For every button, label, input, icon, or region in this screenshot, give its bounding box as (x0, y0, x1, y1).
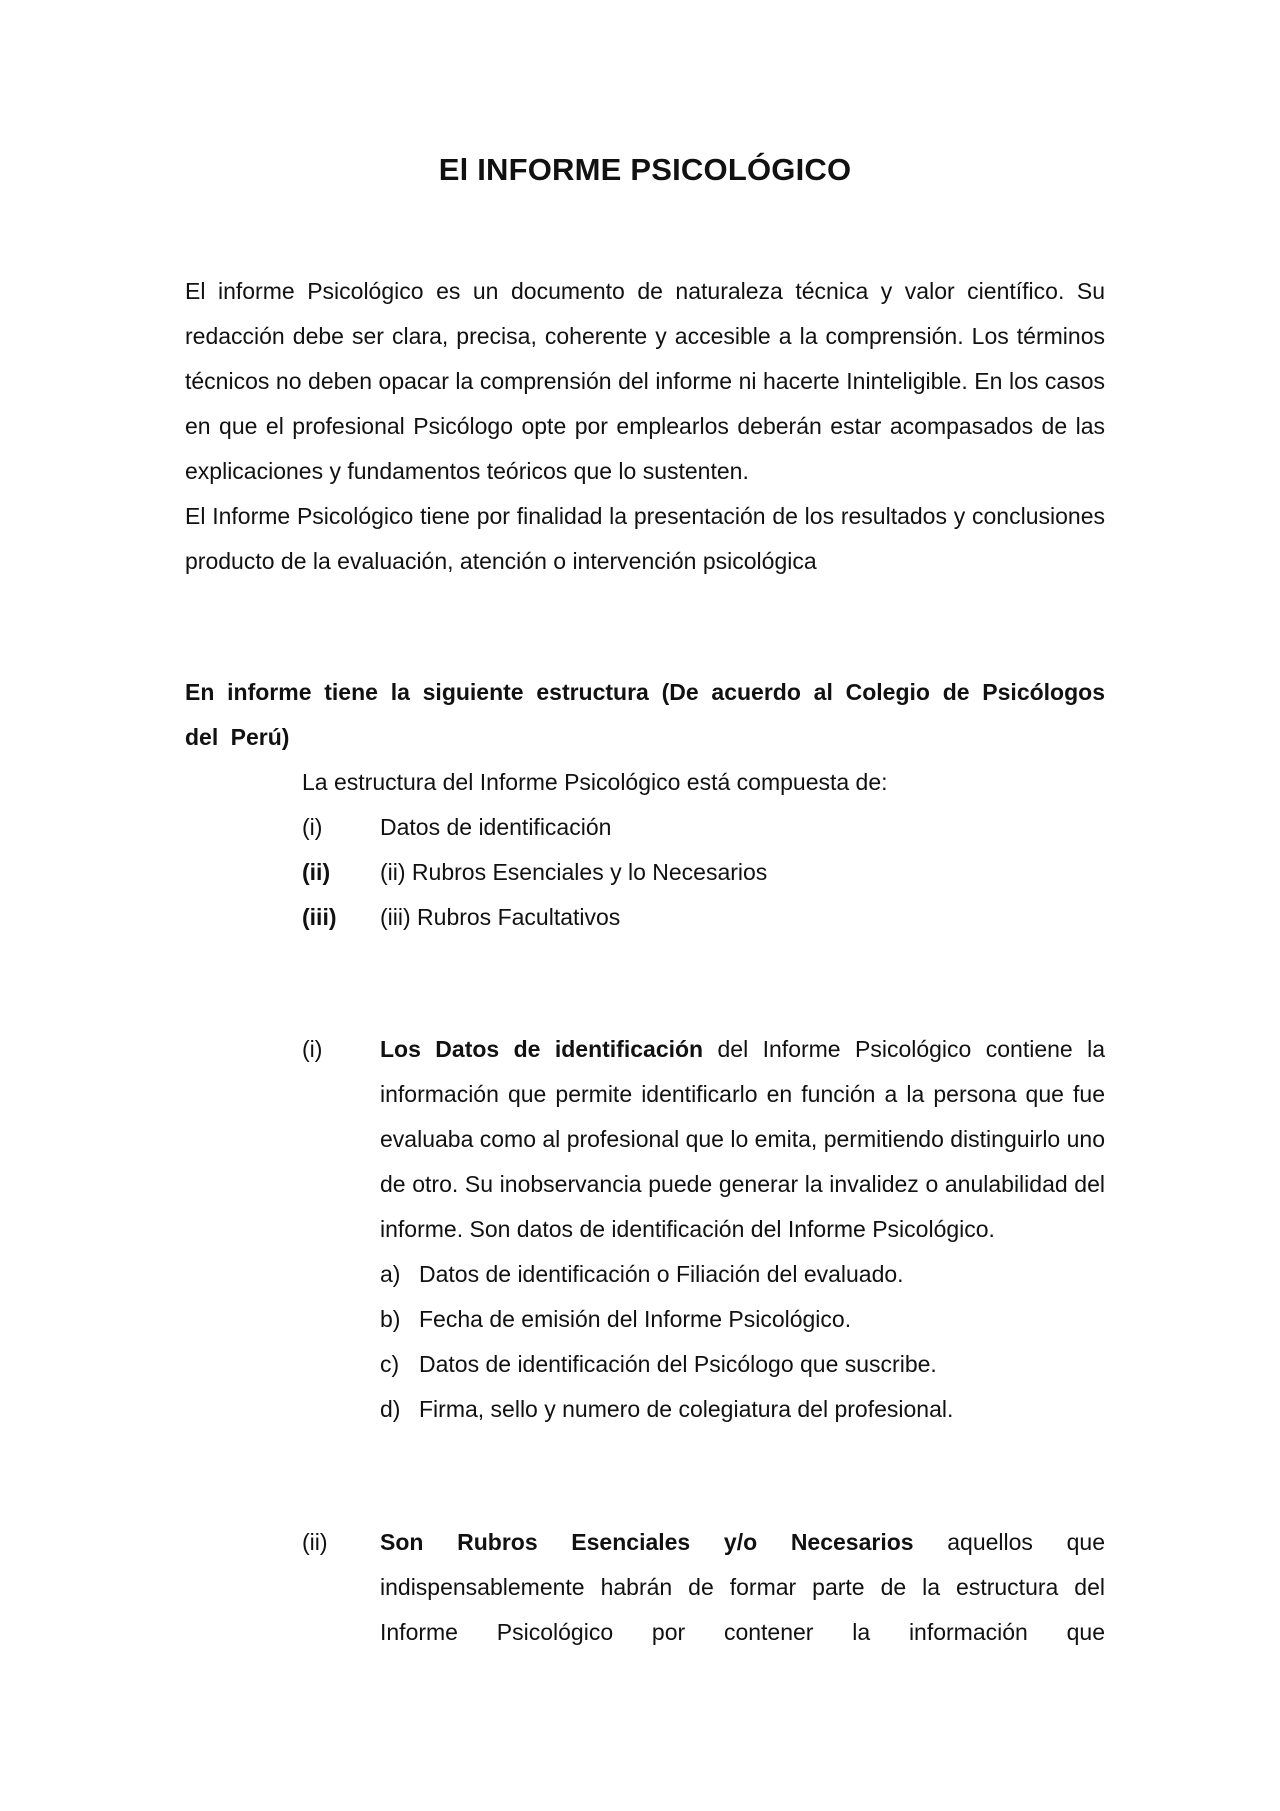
list-item (380, 1297, 1105, 1342)
list-item-text: Datos de identificación del Psicólogo que suscribe. (419, 1351, 937, 1377)
list-item-letter: c) (380, 1351, 400, 1377)
composition-item (302, 850, 1105, 895)
section-text: del Informe Psicológico contiene la información que permite identificarlo en función a la persona que fue evaluaba como al profesional que lo emita, permitiendo distinguirlo uno de otro. Su inobservancia puede generar la invalidez o anulabilidad del informe. Son datos de identificación del Informe Psicológico. (380, 1036, 1106, 1242)
intro-paragraph-2: El Informe Psicológico tiene por finalidad la presentación de los resultados y conclusiones producto de la evaluación, atención o intervención psicológica (185, 503, 1105, 574)
section-bold-lead: Son Rubros Esenciales y/o Necesarios (380, 1529, 914, 1555)
composition-list (302, 760, 1105, 940)
section-bold-lead: Los Datos de identificación (380, 1036, 704, 1062)
intro-paragraph-1: El informe Psicológico es un documento de naturaleza técnica y valor científico. Su redacción debe ser clara, precisa, coherente y accesible a la comprensión. Los términos técnicos no deben opacar la comprensión del informe ni hacerte Ininteligible. En los casos en que el profesional Psicólogo opte por emplearlos deberán estar acompasados de las explicaciones y fundamentos teóricos que lo sustenten. (185, 278, 1105, 484)
composition-item-text: (ii) Rubros Esenciales y lo Necesarios (380, 859, 768, 885)
composition-item (302, 895, 1105, 940)
section-body (380, 1027, 1105, 1432)
identification-data-list (380, 1252, 1105, 1432)
section-paragraph (380, 1520, 1105, 1655)
list-item-text: Datos de identificación o Filiación del evaluado. (419, 1261, 904, 1287)
list-item-letter: b) (380, 1306, 401, 1332)
section-identification-data (302, 1027, 1105, 1432)
composition-item-text: (iii) Rubros Facultativos (380, 904, 621, 930)
composition-item (302, 805, 1105, 850)
composition-intro: La estructura del Informe Psicológico está compuesta de: (302, 769, 888, 795)
list-item (380, 1387, 1105, 1432)
list-item (380, 1252, 1105, 1297)
composition-item-number: (iii) (302, 904, 337, 930)
intro-section (185, 269, 1105, 584)
list-item-text: Firma, sello y numero de colegiatura del profesional. (419, 1396, 954, 1422)
list-item-letter: d) (380, 1396, 401, 1422)
section-number: (ii) (302, 1529, 328, 1555)
list-item (380, 1342, 1105, 1387)
section-body (380, 1520, 1105, 1655)
structure-heading: En informe tiene la siguiente estructura (De acuerdo al Colegio de Psicólogos del Perú) (185, 679, 1105, 750)
section-number: (i) (302, 1036, 323, 1062)
composition-item-number: (ii) (302, 859, 331, 885)
section-essential-items (302, 1520, 1105, 1655)
composition-item-text: Datos de identificación (380, 814, 612, 840)
section-paragraph (380, 1027, 1105, 1252)
list-item-letter: a) (380, 1261, 401, 1287)
document-title: El INFORME PSICOLÓGICO (438, 152, 852, 187)
list-item-text: Fecha de emisión del Informe Psicológico. (419, 1306, 852, 1332)
composition-item-number: (i) (302, 814, 323, 840)
section-text: aquellos que indispensablemente habrán de formar parte de la estructura del Informe Psicológico por contener la información que (380, 1529, 1105, 1645)
